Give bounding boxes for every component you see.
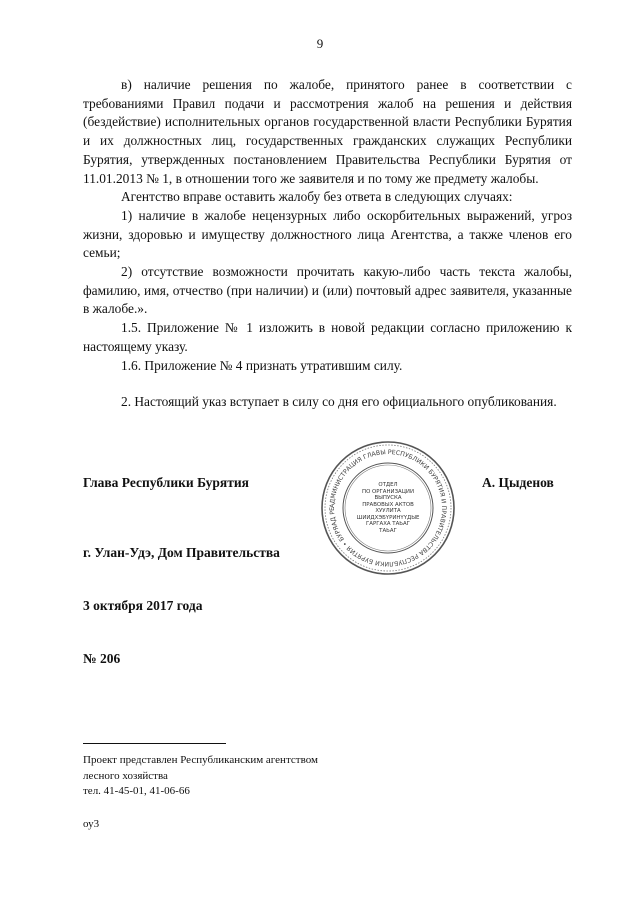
- footnote-line: тел. 41-45-01, 41-06-66: [83, 785, 190, 797]
- footnote-line: Проект представлен Республиканским агентством: [83, 754, 318, 766]
- paragraph-item-1-6: 1.6. Приложение № 4 признать утратившим силу.: [121, 357, 403, 373]
- paragraph-case-2: 2) отсутствие возможности прочитать какую-либо часть текста жалобы, фамилию, имя, отчество (при наличии) и (или) почтовый адрес заявителя, указанные в жалобе.».: [83, 264, 572, 317]
- paragraph-item-2: 2. Настоящий указ вступает в силу со дня его официального опубликования.: [121, 394, 557, 410]
- paragraph-reason-c: в) наличие решения по жалобе, принятого ранее в соответствии с требованиями Правил подачи и рассмотрения жалоб на решения и действия (бездействие) исполнительных органов государственной власти Республики Бурятия и их должностных лиц, государственных гражданских служащих Республики Бурятия, утвержденных постановлением Правительства Республики Бурятия от 11.01.2013 № 1, в отношении того же заявителя и по тому же предмету жалобы.: [83, 77, 572, 186]
- signatory-position: Глава Республики Бурятия: [83, 475, 249, 490]
- paragraph-case-1: 1) наличие в жалобе нецензурных либо оскорбительных выражений, угроз жизни, здоровью и имуществу должностного лица Агентства, а также членов его семьи;: [83, 207, 572, 261]
- signatory-name: А. Цыденов: [482, 475, 554, 490]
- footnote-divider: [83, 743, 226, 744]
- paragraph-no-answer-intro: Агентство вправе оставить жалобу без ответа в следующих случаях:: [121, 189, 513, 205]
- decree-number: № 206: [83, 651, 121, 666]
- seal-ring-text: АДМИНИСТРАЦИЯ ГЛАВЫ РЕСПУБЛИКИ БУРЯТИЯ И ПРАВИТЕЛЬСТВА РЕСПУБЛИКИ БУРЯТИЯ • БУРЯАД РЕ: [328, 448, 448, 568]
- decree-body: [83, 76, 572, 412]
- signing-place: г. Улан-Удэ, Дом Правительства: [83, 545, 280, 560]
- paragraph-item-1-5: 1.5. Приложение № 1 изложить в новой редакции согласно приложению к настоящему указу.: [83, 320, 572, 354]
- footnote-line: лесного хозяйства: [83, 769, 168, 782]
- page-number: 9: [316, 36, 324, 51]
- footnote: [83, 753, 318, 800]
- seal-center-text: ОТДЕЛ ПО ОРГАНИЗАЦИИ ВЫПУСКА ПРАВОВЫХ АКТОВ ХУУЛИТА ШИИДХЭБҮРИНҮҮДЫЕ ГАРГАХА ТАЬАГ ТАЬАГ: [356, 482, 420, 534]
- document-code: оу3: [83, 818, 100, 830]
- official-seal: [318, 438, 458, 578]
- signing-date: 3 октября 2017 года: [83, 598, 203, 613]
